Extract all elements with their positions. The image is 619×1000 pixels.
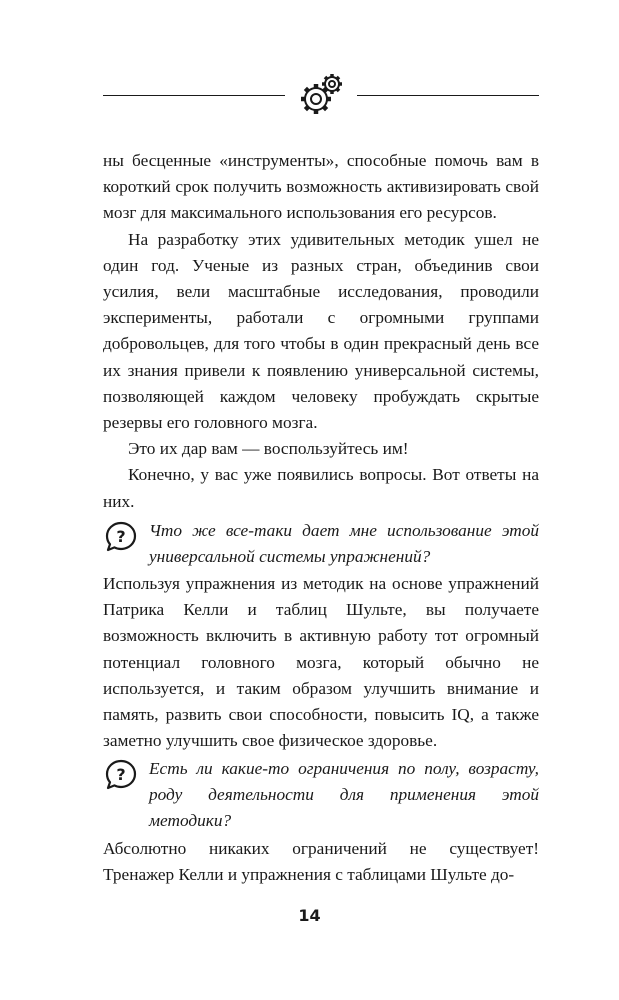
answer-2 [103, 836, 539, 888]
question-block-1 [103, 518, 539, 570]
question-text: Что же все-таки дает мне использование этой универсальной системы упражнений? [149, 521, 539, 567]
question-block-2 [103, 756, 539, 835]
question-bubble-icon [104, 520, 138, 554]
paragraph: Это их дар вам — воспользуйтесь им! [128, 439, 409, 459]
question-bubble-icon [104, 758, 138, 792]
question-text: Есть ли какие-то ограничения по полу, возрасту, роду деятельности для применения этой методики? [149, 759, 539, 831]
answer-1 [103, 571, 539, 754]
page-number: 14 [298, 906, 321, 925]
chapter-header-ornament [103, 68, 539, 122]
header-rule-left [103, 95, 285, 96]
gears-icon [293, 70, 349, 120]
paragraph: Абсолютно никаких ограничений не существует! Тренажер Келли и упражнения с таблицами Шульте до- [103, 839, 539, 885]
paragraph: Используя упражнения из методик на основе упражнений Патрика Келли и таблиц Шульте, вы получаете возможность включить в активную работу тот огромный потенциал головного мозга, который обычно не используется, и таким образом улучшить внимание и память, развить свои способности, повысить IQ, а также заметно улучшить свое физическое здоровье. [103, 574, 539, 751]
paragraph: Конечно, у вас уже появились вопросы. Вот ответы на них. [103, 465, 539, 511]
paragraph: На разработку этих удивительных методик ушел не один год. Ученые из разных стран, объединив свои усилия, вели масштабные исследования, проводили эксперименты, работали с огромными группами добровольцев, для того чтобы в один прекрасный день все их знания привели к появлению универсальной системы, позволяющей каждом человеку пробуждать скрытые резервы его головного мозга. [103, 229, 539, 433]
paragraph: ны бесценные «инструменты», способные помочь вам в короткий срок получить возможность активизировать свой мозг для максимального использования его ресурсов. [103, 151, 539, 223]
svg-text:?: ? [116, 527, 126, 546]
svg-text:?: ? [116, 765, 126, 784]
header-rule-right [357, 95, 539, 96]
intro-text [103, 148, 539, 515]
